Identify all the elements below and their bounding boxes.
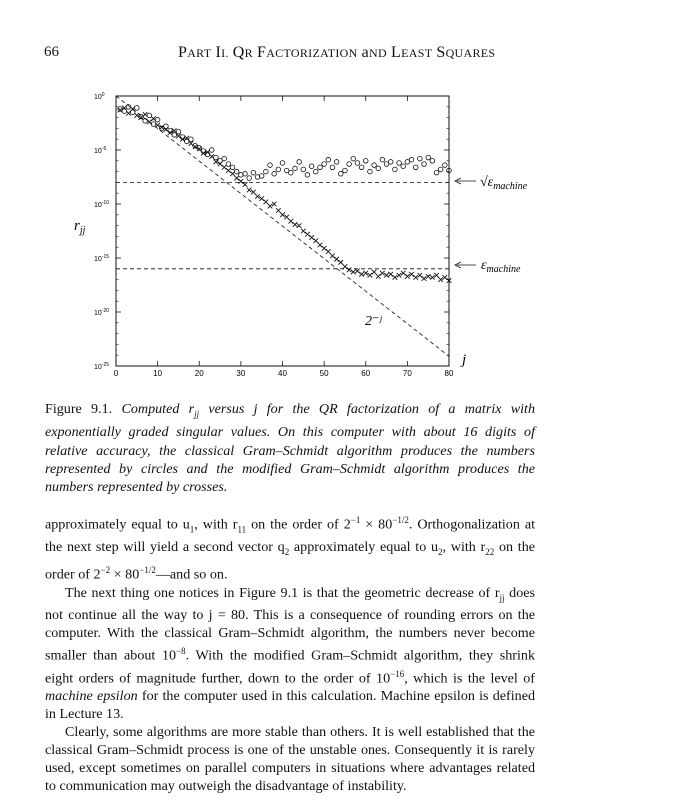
circle-point [322,162,327,167]
circle-point [430,159,435,164]
figure-caption [45,400,535,497]
circle-point [289,170,294,175]
cross-point [384,273,389,278]
cross-point [426,274,431,279]
series-classical-gram-schmidt [118,105,451,181]
circle-point [376,166,381,171]
y-axis-label: $r_{jj}$ [74,218,86,236]
y-tick-label: $10^{-10}$ [94,200,110,209]
cross-point [255,194,260,199]
series-modified-gram-schmidt [118,106,451,283]
cross-point [343,264,348,269]
circle-point [318,165,323,170]
cross-point [388,272,393,277]
plot-frame [116,96,449,366]
circle-point [264,169,269,174]
cross-point [359,272,364,277]
label-eps: $\varepsilon_{machine}$ [481,258,521,275]
cross-point [155,123,160,128]
circle-point [368,169,373,174]
circle-point [135,106,140,111]
cross-point [347,268,352,273]
paragraph-1: approximately equal to $u_1$, with $r_{11}$ on the order of $2^{-1} \times 80^{-1/2}$. Orthogonalization at the next step will yield a second vector $q_2$ approximately equal to $u_2$, with $r_{22}$ on the order of $2^{-2}$ × $80^{-1/2}—and$ so on. [45,515,536,583]
cross-point [314,238,319,243]
y-tick-label: $10^{-25}$ [94,362,110,371]
circle-point [334,160,339,165]
cross-point [318,243,323,248]
cross-point [293,222,298,227]
label-sqrt-eps: $√\varepsilon_{machine}$ [480,175,528,192]
y-tick-label: $10^{-5}$ [94,146,107,155]
circle-point [409,157,414,162]
cross-point [363,271,368,276]
circle-point [418,156,423,161]
circle-point [293,166,298,171]
cross-point [338,260,343,265]
x-tick-label: 0 [113,369,119,378]
cross-point [355,269,360,274]
x-tick-label: 80 [444,369,454,378]
circle-point [393,167,398,172]
cross-point [214,160,219,165]
cross-point [234,176,239,181]
cross-point [409,272,414,277]
circle-point [388,160,393,165]
cross-point [243,182,248,187]
cross-point [405,274,410,279]
circle-point [155,117,160,122]
cross-point [130,107,135,112]
circle-point [338,171,343,176]
x-tick-label: 70 [402,369,412,378]
label-two-power-minus-j: 2⁻ʲ [365,314,382,329]
running-header: PART II. QR FACTORIZATION aND LEAST SQUARES [178,44,496,61]
circle-point [305,173,310,178]
cross-point [305,232,310,237]
cross-point [143,112,148,117]
cross-point [418,273,423,278]
circle-point [301,167,306,172]
cross-point [268,204,273,209]
cross-point [351,270,356,275]
circle-point [397,161,402,166]
paragraph-3: Clearly, some algorithms are more stable than others. It is well established that the classical Gram–Schmidt process is one of the unstable ones. Consequently it is rarely used, except sometimes on parallel computers in situations where advantages related to communication may outweigh the disadvantage of instability. [45,724,535,794]
circle-point [443,163,448,168]
cross-point [380,271,385,276]
caption-text-2: versus j for the QR factorization of a matrix with exponentially graded singular values. On this computer with about 16 digits of relative accuracy, the classical Gram–Schmidt algorithm produces the numbers represented by circles and the modified Gram–Schmidt algorithm produces the numbers represented by crosses. [45,401,536,496]
cross-point [326,249,331,254]
circle-point [222,156,227,161]
cross-point [222,165,227,170]
cross-point [322,246,327,251]
cross-point [413,275,418,280]
y-tick-label: $10^{-15}$ [94,254,110,263]
circle-point [268,163,273,168]
cross-point [151,116,156,121]
x-tick-label: 30 [236,369,246,378]
circle-point [297,160,302,165]
circle-point [426,155,431,160]
cross-point [189,141,194,146]
y-tick-label: $10^0$ [94,92,105,101]
caption-text: Computed r [121,401,195,417]
cross-point [422,276,427,281]
circle-point [230,165,235,170]
cross-point [251,190,256,195]
circle-point [214,155,219,160]
cross-point [239,179,244,184]
cross-point [297,223,302,228]
cross-point [434,273,439,278]
cross-point [280,213,285,218]
circle-point [347,162,352,167]
cross-point [135,113,140,118]
circle-point [234,169,239,174]
ref-line-two-power-minus-j [116,96,449,356]
cross-point [126,111,131,116]
cross-point [301,229,306,234]
cross-point [176,134,181,139]
circle-point [326,157,331,162]
cross-point [184,136,189,141]
circle-point [251,170,256,175]
circle-point [259,174,264,179]
reference-lines [116,96,449,356]
x-tick-label: 20 [194,369,204,378]
cross-point [438,277,443,282]
circle-point [351,156,356,161]
circle-point [243,171,248,176]
cross-point [430,275,435,280]
body-text [45,512,535,796]
circle-point [363,159,368,164]
paragraph-2: The next thing one notices in Figure 9.1 is that the geometric decrease of $r_{jj}$ does not continue all the way to j = 80. This is a consequence of rounding errors on the computer. With the classical Gram–Schmidt algorithm, the numbers never become smaller than about $10^{-8}$. With the modified Gram–Schmidt algorithm, they shrink eight orders of magnitude further, down to the order of $10^{-16}$, which is the level of machine epsilon for the computer used in this calculation. Machine epsilon is defined in Lecture 13. [45,584,535,723]
cross-point [272,202,277,207]
circle-point [226,162,231,167]
cross-point [368,273,373,278]
circle-point [372,163,377,168]
circle-point [355,161,360,166]
cross-point [247,188,252,193]
circle-point [343,168,348,173]
cross-point [443,275,448,280]
circle-point [189,137,194,142]
circle-point [434,170,439,175]
cross-point [309,235,314,240]
circle-point [309,164,314,169]
caption-sub: jj [194,408,200,419]
circle-point [172,133,177,138]
cross-point [284,215,289,220]
cross-point [218,162,223,167]
x-tick-label: 10 [153,369,163,378]
cross-point [276,208,281,213]
circle-point [147,113,152,118]
cross-point [330,254,335,259]
cross-point [334,257,339,262]
cross-point [376,274,381,279]
cross-point [122,106,127,111]
x-axis [114,96,454,378]
circle-point [359,165,364,170]
cross-point [226,168,231,173]
cross-point [164,127,169,132]
cross-point [230,171,235,176]
y-axis [94,92,449,371]
circle-point [314,169,319,174]
x-axis-label: j [462,352,467,368]
circle-point [280,161,285,166]
circle-point [209,148,214,153]
cross-point [397,273,402,278]
x-tick-label: 40 [278,369,287,378]
circle-point [247,176,252,181]
x-tick-label: 50 [319,369,329,378]
circle-point [401,164,406,169]
circle-point [330,165,335,170]
circle-point [380,157,385,162]
circle-point [422,162,427,167]
circle-point [438,167,443,172]
cross-point [289,219,294,224]
cross-point [264,200,269,205]
circle-point [276,167,281,172]
cross-point [209,154,214,159]
cross-point [259,196,264,201]
caption-label: Figure 9.1. [45,401,113,417]
y-tick-label: $10^{-20}$ [94,308,110,317]
cross-point [372,270,377,275]
cross-point [393,275,398,280]
page-number: 66 [44,44,59,60]
cross-point [147,120,152,125]
circle-point [413,165,418,170]
circle-point [272,171,277,176]
x-tick-label: 60 [361,369,371,378]
cross-point [401,271,406,276]
circle-point [176,129,181,134]
